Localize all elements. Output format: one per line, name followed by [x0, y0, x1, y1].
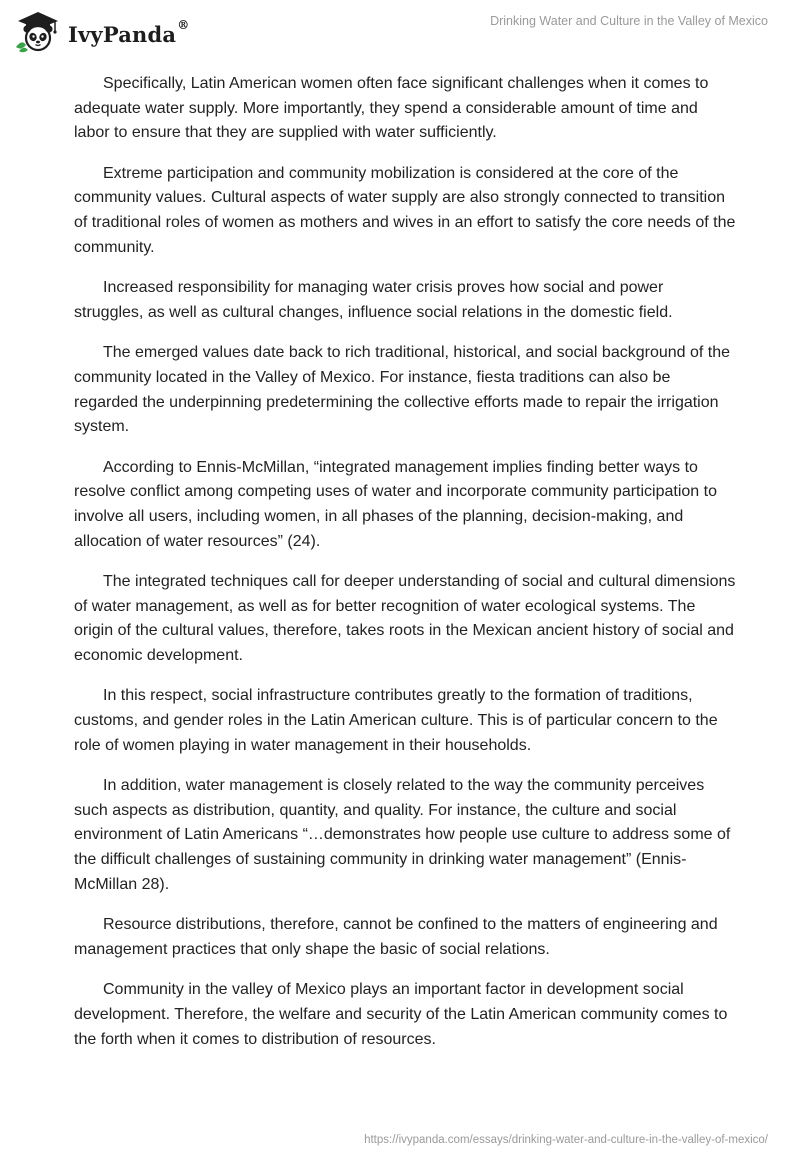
registered-mark: ®: [177, 17, 190, 32]
essay-body: [74, 72, 736, 1068]
paragraph: Specifically, Latin American women often face significant challenges when it comes to adequate water supply. More importantly, they spend a considerable amount of time and labor to ensure that they are supplied with water sufficiently.: [74, 75, 709, 142]
paragraph: Extreme participation and community mobilization is considered at the core of the community values. Cultural aspects of water supply are also strongly connected to transition of traditional roles of women as mothers and wives in an effort to satisfy the core needs of the community.: [74, 164, 736, 256]
paragraph: The integrated techniques call for deeper understanding of social and cultural dimensions of water management, as well as for better recognition of water ecological systems. The origin of the cultural values, therefore, takes roots in the Mexican ancient history of social and economic development.: [74, 573, 736, 664]
paragraph: The emerged values date back to rich traditional, historical, and social background of the community located in the Valley of Mexico. For instance, fiesta traditions can also be regarded the underpinning predetermining the collective efforts made to repair the irrigation system.: [74, 344, 731, 436]
paragraph: In addition, water management is closely related to the way the community perceives such aspects as distribution, quantity, and quality. For instance, the culture and social environment of Latin Americans “…demonstrates how people use culture to address some of the difficult challenges of sustaining community in drinking water management” (Ennis-McMillan 28).: [74, 777, 731, 893]
paragraph: Community in the valley of Mexico plays an important factor in development social development. Therefore, the welfare and security of the Latin American community comes to the forth when it comes to distribution of resources.: [74, 981, 728, 1048]
paragraph: Increased responsibility for managing water crisis proves how social and power struggles, as well as cultural changes, influence social relations in the domestic field.: [74, 279, 673, 321]
paragraph: In this respect, social infrastructure contributes greatly to the formation of traditions, customs, and gender roles in the Latin American culture. This is of particular concern to the role of women playing in water management in their households.: [74, 687, 718, 754]
paragraph: According to Ennis-McMillan, “integrated management implies finding better ways to resolve conflict among competing uses of water and incorporate community participation to involve all users, including women, in all phases of the planning, decision-making, and allocation of water resources” (24).: [74, 458, 717, 550]
document-title: Drinking Water and Culture in the Valley of Mexico: [490, 14, 768, 28]
page-header: [0, 0, 800, 60]
source-url[interactable]: https://ivypanda.com/essays/drinking-water-and-culture-in-the-valley-of-mexico/: [364, 1134, 768, 1146]
ivypanda-logo[interactable]: [14, 9, 189, 53]
brand-name: IvyPanda: [68, 21, 177, 47]
panda-graduate-icon: [14, 9, 62, 53]
paragraph: Resource distributions, therefore, cannot be confined to the matters of engineering and management practices that only shape the basic of social relations.: [74, 916, 718, 958]
